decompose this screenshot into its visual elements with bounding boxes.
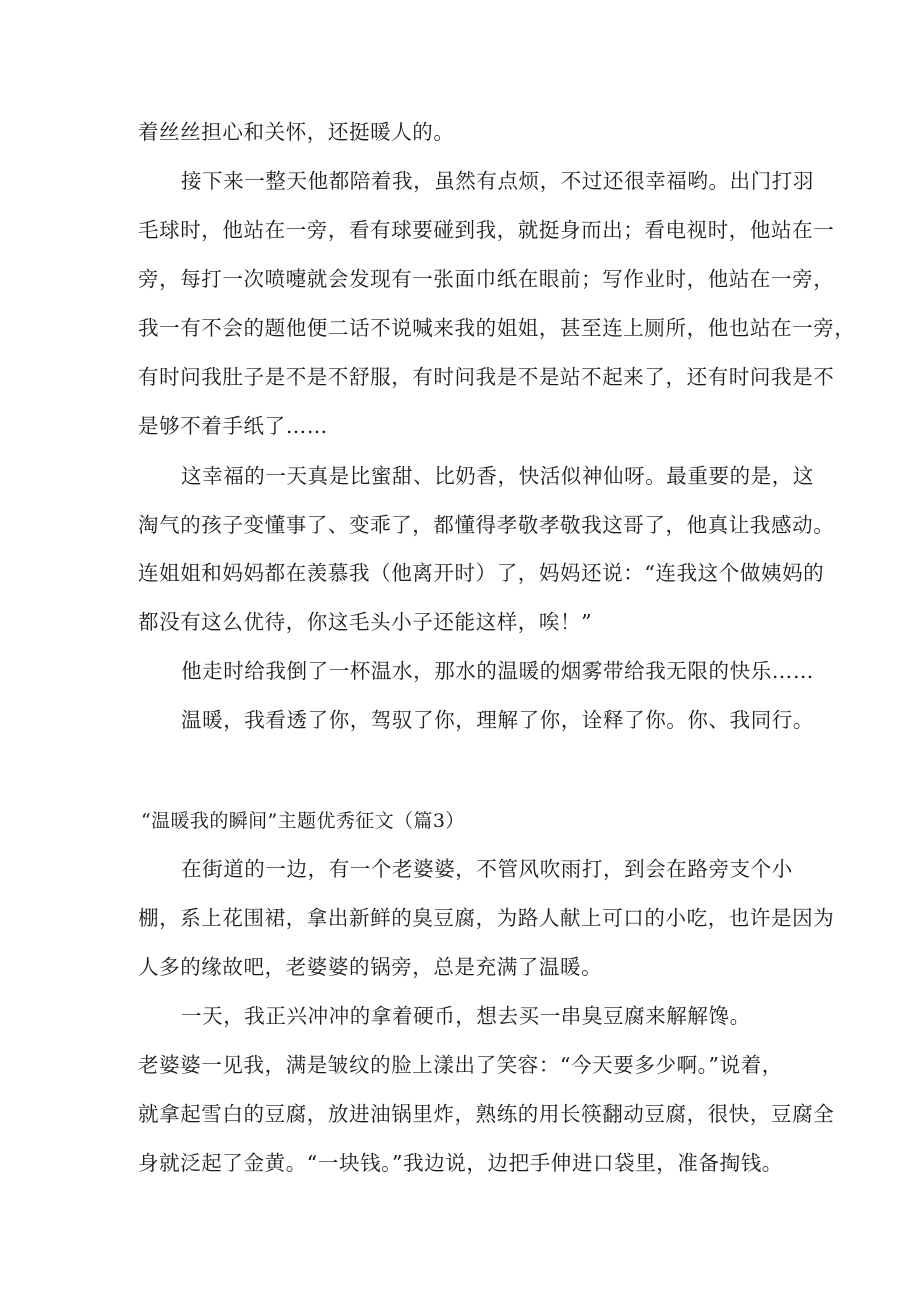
paragraph-line: 是够不着手纸了……: [138, 414, 328, 438]
paragraph-line: 我一有不会的题他便二话不说喊来我的姐姐，甚至连上厕所，他也站在一旁，: [138, 316, 856, 340]
paragraph-line: 连姐姐和妈妈都在羡慕我（他离开时）了，妈妈还说：“连我这个做姨妈的: [138, 561, 825, 585]
paragraph-line: 旁，每打一次喷嚏就会发现有一张面巾纸在眼前；写作业时，他站在一旁，: [138, 267, 835, 291]
paragraph-line: 他走时给我倒了一杯温水，那水的温暖的烟雾带给我无限的快乐……: [181, 659, 814, 683]
section-title: “温暖我的瞬间”主题优秀征文（篇3）: [141, 810, 465, 832]
paragraph-line: 在街道的一边，有一个老婆婆，不管风吹雨打，到会在路旁支个小: [181, 857, 793, 881]
paragraph-line: 身就泛起了金黄。“一块钱。”我边说，边把手伸进口袋里，准备掏钱。: [138, 1151, 783, 1175]
paragraph-line: 淘气的孩子变懂事了、变乖了，都懂得孝敬孝敬我这哥了，他真让我感动。: [138, 513, 835, 537]
paragraph-line: 接下来一整天他都陪着我，虽然有点烦，不过还很幸福哟。出门打羽: [181, 169, 814, 193]
paragraph-line: 人多的缘故吧，老婆婆的锅旁，总是充满了温暖。: [138, 955, 603, 979]
paragraph-line: 老婆婆一见我，满是皱纹的脸上漾出了笑容：“今天要多少啊。”说着，: [138, 1053, 783, 1077]
paragraph-line: 棚，系上花围裙，拿出新鲜的臭豆腐，为路人献上可口的小吃，也许是因为: [138, 906, 835, 930]
paragraph-line: 有时问我肚子是不是不舒服，有时问我是不是站不起来了，还有时问我是不: [138, 365, 835, 389]
paragraph-line: 一天，我正兴冲冲的拿着硬币，想去买一串臭豆腐来解解馋。: [181, 1004, 751, 1028]
paragraph-line: 毛球时，他站在一旁，看有球要碰到我，就挺身而出；看电视时，他站在一: [138, 218, 835, 242]
paragraph-line: 这幸福的一天真是比蜜甜、比奶香，快活似神仙呀。最重要的是，这: [181, 464, 814, 488]
paragraph-line: 着丝丝担心和关怀，还挺暖人的。: [138, 120, 455, 144]
paragraph-line: 就拿起雪白的豆腐，放进油锅里炸，熟练的用长筷翻动豆腐，很快，豆腐全: [138, 1102, 835, 1126]
paragraph-line: 温暖，我看透了你，驾驭了你，理解了你，诠释了你。你、我同行。: [181, 708, 814, 732]
paragraph-line: 都没有这么优待，你这毛头小子还能这样，唉！”: [138, 610, 593, 634]
